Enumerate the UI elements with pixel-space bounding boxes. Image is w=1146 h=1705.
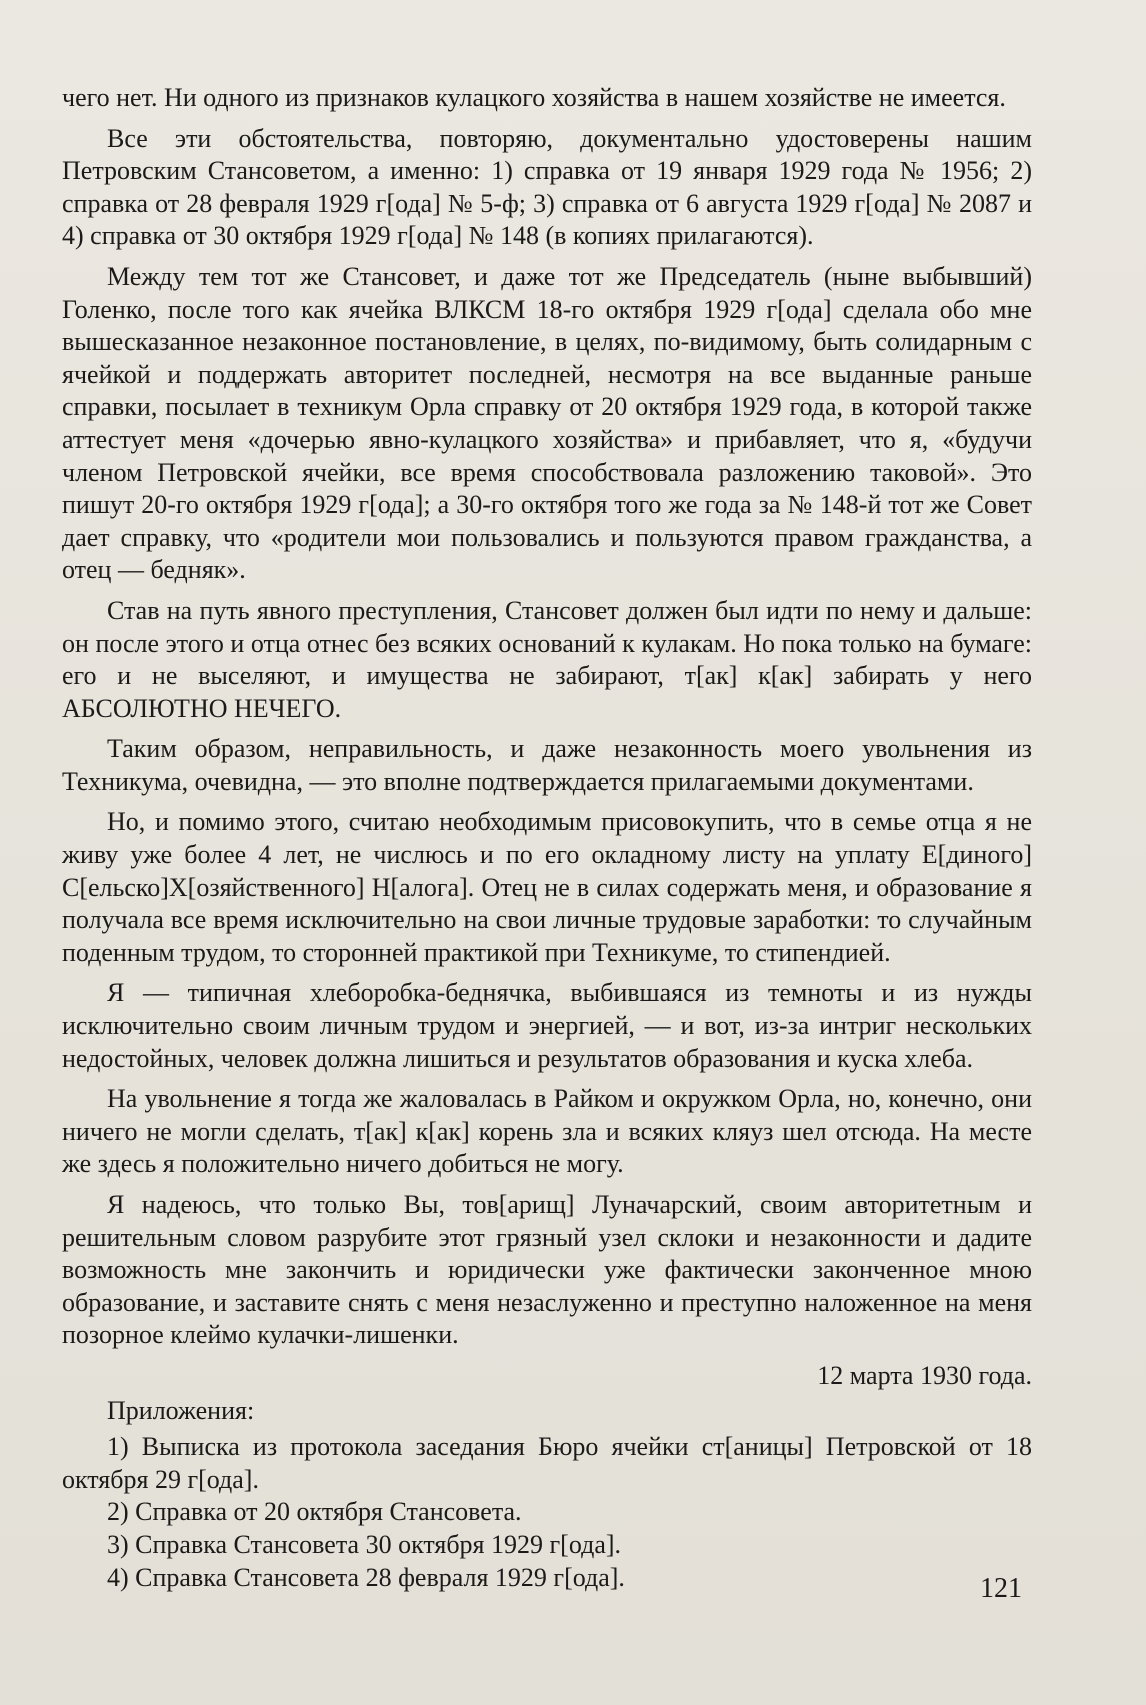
appendix-item: 1) Выписка из протокола заседания Бюро ячейки ст[аницы] Петровской от 18 октября 29 г[ода]. <box>62 1432 1032 1494</box>
paragraph-9: Я надеюсь, что только Вы, тов[арищ] Луначарский, своим авторитетным и решительным словом разрубите этот грязный узел склоки и незаконности и дадите возможность мне закончить и юридически уже фактически законченное мною образование, и заставите снять с меня незаслуженно и преступно наложенное на меня позорное клеймо кулачки-лишенки. <box>62 1190 1032 1350</box>
body-text <box>62 82 1032 1594</box>
page-number: 121 <box>980 1573 1022 1604</box>
paragraph-4: Став на путь явного преступления, Стансовет должен был идти по нему и дальше: он после этого и отца отнес без всяких оснований к кулакам. Но пока только на бумаге: его и не выселяют, и имущества не забирают, т[ак] к[ак] забирать у него АБСОЛЮТНО НЕЧЕГО. <box>62 595 1032 723</box>
appendix-list <box>62 1431 1032 1594</box>
appendix-item: 4) Справка Стансовета 28 февраля 1929 г[ода]. <box>107 1562 625 1592</box>
paragraph-1: чего нет. Ни одного из признаков кулацкого хозяйства в нашем хозяйстве не имеется. <box>62 83 1006 112</box>
appendix-heading: Приложения: <box>107 1395 255 1425</box>
paragraph-2: Все эти обстоятельства, повторяю, документально удостоверены нашим Петровским Стансоветом, а именно: 1) справка от 19 января 1929 года № 1956; 2) справка от 28 февраля 1929 г[ода] № 5-ф; 3) справка от 6 августа 1929 г[ода] № 2087 и 4) справка от 30 октября 1929 г[ода] № 148 (в копиях прилагаются). <box>62 123 1032 251</box>
paragraph-3: Между тем тот же Стансовет, и даже тот же Председатель (ныне выбывший) Голенко, после того как ячейка ВЛКСМ 18-го октября 1929 г[ода] сделала обо мне вышесказанное незаконное постановление, в целях, по-видимому, быть солидарным с ячейкой и поддержать авторитет последней, несмотря на все выданные раньше справки, посылает в техникум Орла справку от 20 октября 1929 года, в которой также аттестует меня «дочерью явно-кулацкого хозяйства» и прибавляет, что я, «будучи членом Петровской ячейки, все время способствовала разложению таковой». Это пишут 20-го октября 1929 г[ода]; а 30-го октября того же года за № 148-й тот же Совет дает справку, что «родители мои пользовались и пользуются правом гражданства, а отец — бедняк». <box>62 261 1032 585</box>
letter-date: 12 марта 1930 года. <box>817 1360 1032 1390</box>
appendix-item: 3) Справка Стансовета 30 октября 1929 г[ода]. <box>107 1529 622 1559</box>
paragraph-6: Но, и помимо этого, считаю необходимым присовокупить, что в семье отца я не живу уже более 4 лет, не числюсь и по его окладному листу на уплату Е[диного] С[ельско]Х[озяйственного] Н[алога]. Отец не в силах содержать меня, и образование я получала все время исключительно на свои личные трудовые заработки: то случайным поденным трудом, то сторонней практикой при Техникуме, то стипендией. <box>62 807 1032 967</box>
appendix-item: 2) Справка от 20 октября Стансовета. <box>107 1497 522 1527</box>
paragraph-7: Я — типичная хлеборобка-беднячка, выбившаяся из темноты и из нужды исключительно своим личным трудом и энергией, — и вот, из-за интриг нескольких недостойных, человек должна лишиться и результатов образования и куска хлеба. <box>62 978 1032 1073</box>
paragraph-5: Таким образом, неправильность, и даже незаконность моего увольнения из Техникума, очевидна, — это вполне подтверждается прилагаемыми документами. <box>62 734 1032 796</box>
paragraph-8: На увольнение я тогда же жаловалась в Райком и окружком Орла, но, конечно, они ничего не могли сделать, т[ак] к[ак] корень зла и всяких кляуз шел отсюда. На месте же здесь я положительно ничего добиться не могу. <box>62 1084 1032 1179</box>
